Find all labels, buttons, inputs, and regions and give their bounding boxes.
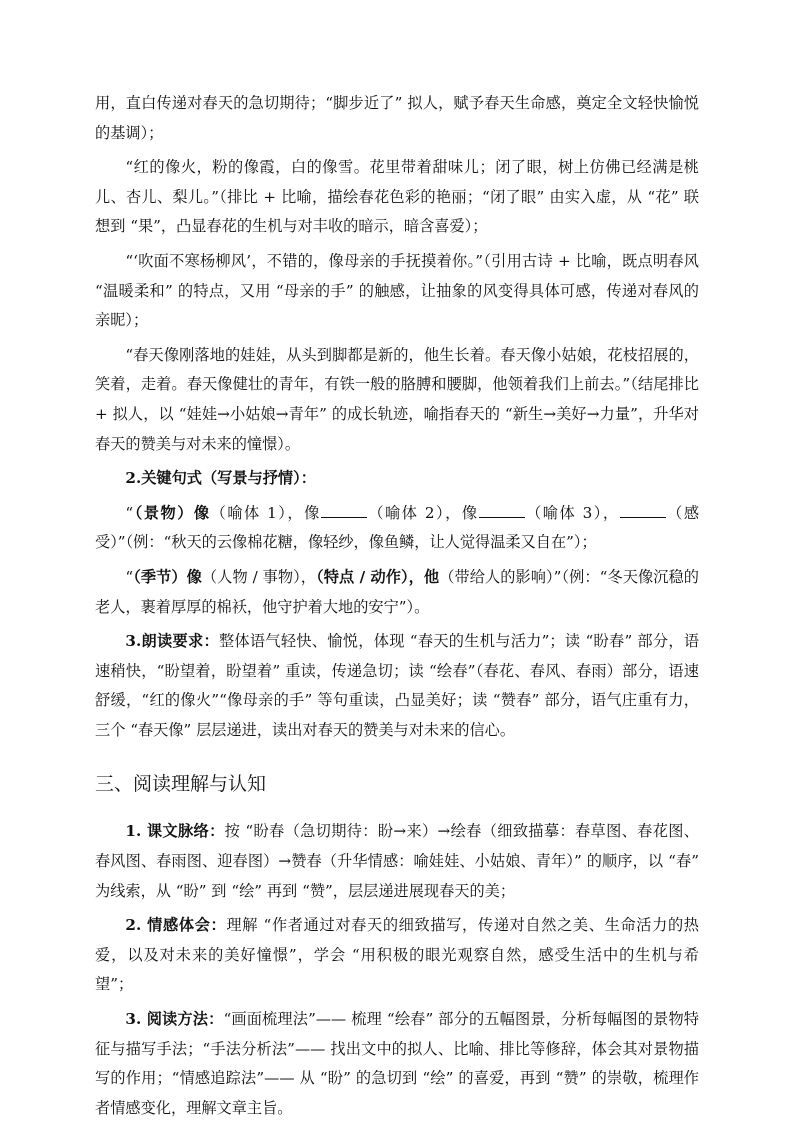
- paragraph-spring-wind: “‘吹面不寒杨柳风’，不错的，像母亲的手抚摸着你。”（引用古诗 + 比喻，既点明春风 “温暖柔和” 的特点，又用 “母亲的手” 的触感，让抽象的风变得具体可感，传递对春风的亲昵）；: [95, 251, 699, 330]
- pattern1-vehicle-3: （喻体 3），: [524, 503, 620, 522]
- pattern1-vehicle-1: （喻体 1），像: [210, 503, 321, 522]
- blank-line: [479, 516, 525, 518]
- pattern1-example: （感受）”（例：“秋天的云像棉花糖，像轻纱，像鱼鳞，让人觉得温柔又自在”）；: [95, 503, 700, 552]
- item-label: 3. 阅读方法：: [125, 1010, 224, 1029]
- pattern-sentence-1: [95, 499, 699, 558]
- reading-label: 3.朗读要求：: [125, 632, 219, 651]
- blank-line: [620, 516, 666, 518]
- item-label: 2. 情感体会：: [125, 916, 227, 935]
- pattern1-vehicle-2: （喻体 2），像: [366, 503, 479, 522]
- paragraph-spring-growth: “春天像刚落地的娃娃，从头到脚都是新的，他生长着。春天像小姑娘，花枝招展的，笑着，走着。春天像健壮的青年，有铁一般的胳膊和腰脚，他领着我们上前去。”（结尾排比 + 拟人，以 “娃娃→小姑娘→青年” 的成长轨迹，喻指春天的 “新生→美好→力量”，升华对春天的赞美与对未来的憧憬）。: [95, 345, 699, 453]
- item-text: “画面梳理法”—— 梳理 “绘春” 部分的五幅图景，分析每幅图的景物特征与描写手法；“手法分析法”—— 找出文中的拟人、比喻、排比等修辞，体会其对景物描写的作用；“情感追踪法”—— 从 “盼” 的急切到 “绘” 的喜爱，再到 “赞” 的崇敬，梳理作者情感变化，理解文章主旨。: [95, 1010, 699, 1117]
- item-label: 1. 课文脉络：: [125, 822, 225, 841]
- pattern1-open-quote: “: [125, 503, 134, 522]
- pattern2-open-quote: “: [125, 567, 134, 586]
- list-item: [95, 817, 699, 906]
- pattern2-example: （带给人的影响）”（例：“冬天像沉稳的老人，裹着厚厚的棉袄，他守护着大地的安宁”）。: [95, 567, 699, 616]
- pattern-sentence-2: [95, 563, 699, 622]
- section-heading: 三、阅读理解与认知: [95, 773, 267, 796]
- paragraph-continuation: 用，直白传递对春天的急切期待；“脚步近了” 拟人，赋予春天生命感，奠定全文轻快愉悦的基调）；: [95, 94, 699, 142]
- paragraph-spring-flowers: “红的像火，粉的像霞，白的像雪。花里带着甜味儿；闭了眼，树上仿佛已经满是桃儿、杏儿、梨儿。”（排比 + 比喻，描绘春花色彩的艳丽；“闭了眼” 由实入虚，从 “花” 联想到 “果”，凸显春花的生机与对丰收的暗示，暗含喜爱）；: [95, 158, 699, 236]
- pattern1-scene-label: （景物）像: [133, 503, 211, 522]
- blank-line: [321, 516, 367, 518]
- item-text: 按 “盼春（急切期待：盼→来）→绘春（细致描摹：春草图、春花图、春风图、春雨图、迎春图）→赞春（升华情感：喻娃娃、小姑娘、青年）” 的顺序，以 “春” 为线索，从 “盼” 到 “绘” 再到 “赞”，层层递进展现春天的美；: [95, 822, 699, 900]
- paragraph-reading-requirements: [95, 627, 699, 745]
- pattern2-feature-label: （特点 / 动作），他: [316, 567, 440, 586]
- item-text: 理解 “作者通过对春天的细致描写，传递对自然之美、生命活力的热爱，以及对未来的美好憧憬”，学会 “用积极的眼光观察自然，感受生活中的生机与希望”；: [95, 916, 699, 994]
- document-body: [95, 89, 699, 1128]
- list-item: [95, 911, 699, 1000]
- pattern2-figure: （人物 / 事物），: [201, 567, 317, 586]
- pattern2-season-label: （季节）像: [133, 567, 202, 586]
- subheading-key-patterns: 2.关键句式（写景与抒情）：: [125, 469, 316, 488]
- list-item: [95, 1005, 699, 1123]
- reading-text: 整体语气轻快、愉悦，体现 “春天的生机与活力”；读 “盼春” 部分，语速稍快，“盼望着，盼望着” 重读，传递急切；读 “绘春”（春花、春风、春雨）部分，语速舒缓，“红的像火”“像母亲的手” 等句重读，凸显美好；读 “赞春” 部分，语气庄重有力，三个 “春天像” 层层递进，读出对春天的赞美与对未来的信心。: [95, 632, 700, 739]
